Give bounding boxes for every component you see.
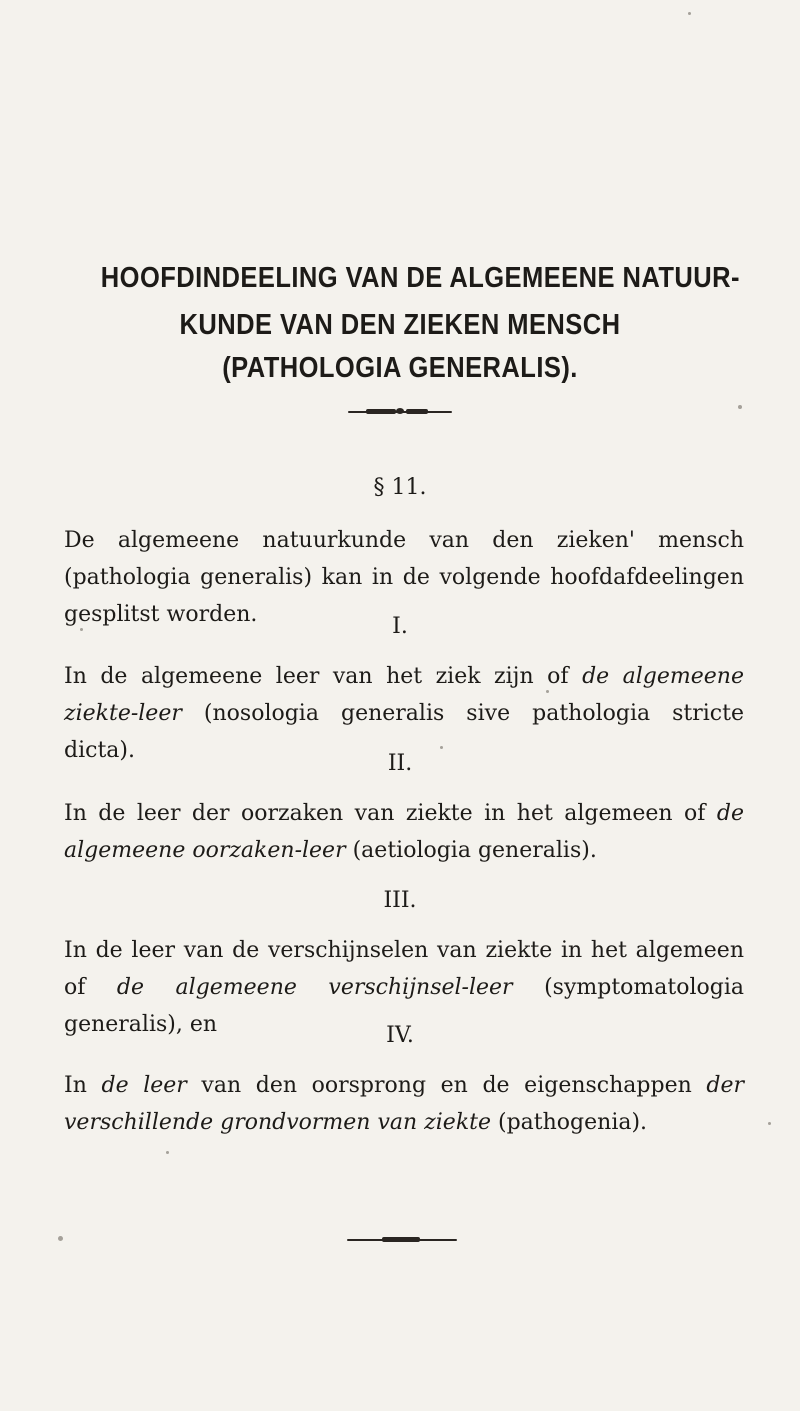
title-line-3: (PATHOLOGIA GENERALIS). [222, 352, 578, 384]
numeral-3: III. [383, 888, 417, 913]
item-4-text-c: (pathogenia). [491, 1110, 648, 1135]
item-2-italic: de algemeene oorzaken-leer [64, 801, 744, 863]
paper-speck [58, 1236, 63, 1241]
item-3-text-b: (symptomatologia generalis), en [64, 975, 744, 1037]
item-2-paragraph [64, 795, 744, 869]
item-1-italic: de algemeene ziekte-leer [64, 664, 745, 726]
numeral-4: IV. [386, 1023, 414, 1048]
paper-speck [80, 628, 83, 631]
item-4-text-a: In [64, 1073, 102, 1098]
numeral-2: II. [387, 751, 413, 776]
item-4-italic-b: der verschillende grondvormen van ziekte [64, 1073, 744, 1135]
item-2-text-a: In de leer der oorzaken van ziekte in het algemeen of [64, 801, 717, 826]
intro-paragraph: De algemeene natuurkunde van den zieken' mensch (pathologia generalis) kan in de volgende hoofdafdeelingen gesplitst worden. [64, 528, 744, 627]
paper-speck [166, 1151, 169, 1154]
title-line-1: HOOFDINDEELING VAN DE ALGEMEENE NATUUR- [100, 262, 740, 294]
item-1-text-a: In de algemeene leer van het ziek zijn of [64, 664, 583, 689]
section-number: § 11. [373, 475, 427, 500]
item-3-text-a: In de leer van de verschijnselen van ziekte in het algemeen of [64, 938, 744, 1000]
paper-speck [738, 405, 742, 409]
item-4-italic-a: de leer [101, 1073, 187, 1098]
item-4-text-b: van den oorsprong en de eigenschappen [186, 1073, 707, 1098]
numeral-1: I. [392, 614, 408, 639]
item-2-text-b: (aetiologia generalis). [345, 838, 597, 863]
item-4-paragraph [64, 1067, 744, 1141]
paper-speck [688, 12, 691, 15]
title-line-2: KUNDE VAN DEN ZIEKEN MENSCH [179, 309, 621, 341]
item-1-text-b: (nosologia generalis sive pathologia stricte dicta). [64, 701, 744, 763]
item-3-italic: de algemeene verschijnsel-leer [116, 975, 513, 1000]
paper-speck [546, 690, 549, 693]
paper-speck [440, 746, 443, 749]
paper-speck [768, 1122, 771, 1125]
